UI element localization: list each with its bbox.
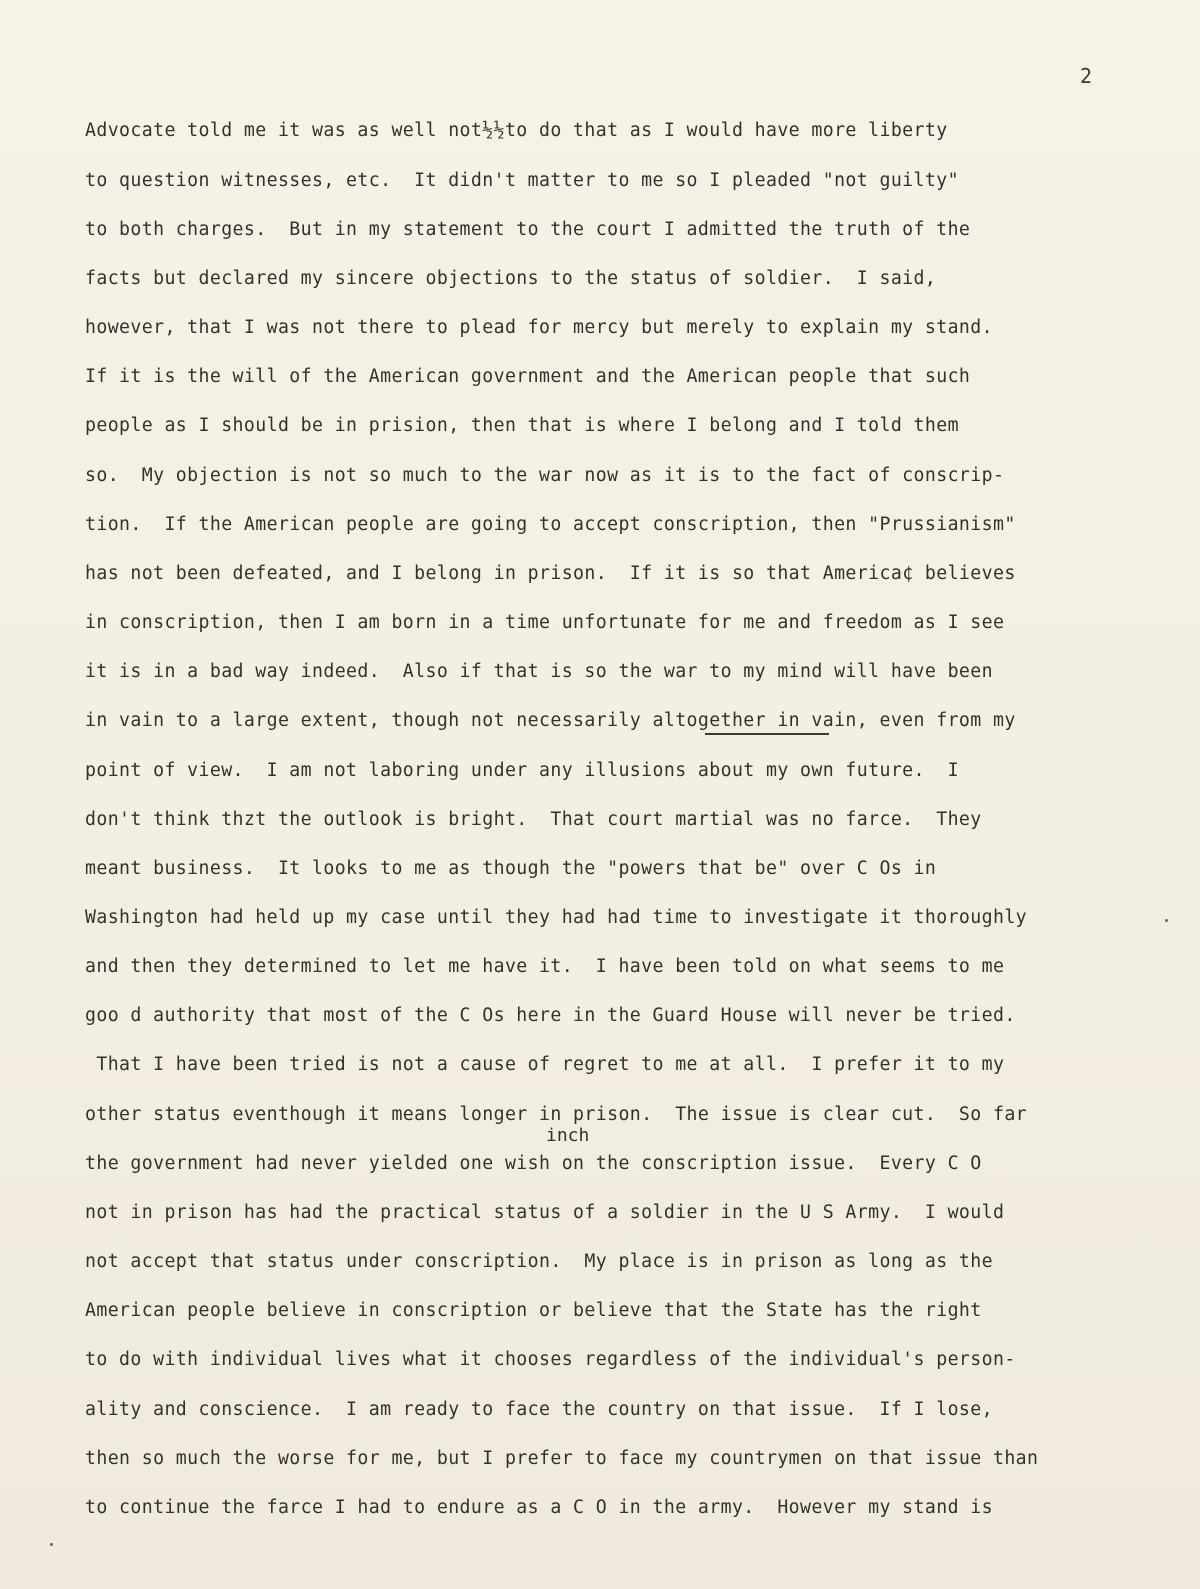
text-line: then so much the worse for me, but I prefer to face my countrymen on that issue than bbox=[85, 1448, 1039, 1469]
text-line: in vain to a large extent, though not necessarily altogether in vain, even from my bbox=[85, 710, 1016, 731]
text-line: not in prison has had the practical status of a soldier in the U S Army. I would bbox=[85, 1202, 1005, 1223]
underline-altogether bbox=[705, 733, 829, 735]
text-line: to continue the farce I had to endure as a C O in the army. However my stand is bbox=[85, 1497, 993, 1518]
text-line: and then they determined to let me have it. I have been told on what seems to me bbox=[85, 956, 1005, 977]
text-line: not accept that status under conscription. My place is in prison as long as the bbox=[85, 1251, 993, 1272]
text-line: American people believe in conscription or believe that the State has the right bbox=[85, 1300, 982, 1321]
text-line: the government had never yielded one wish on the conscription issue. Every C O bbox=[85, 1153, 982, 1174]
page-number: 2 bbox=[1080, 64, 1093, 88]
text-line: If it is the will of the American government and the American people that such bbox=[85, 366, 971, 387]
text-line: so. My objection is not so much to the war now as it is to the fact of conscrip- bbox=[85, 465, 1005, 486]
text-line: other status eventhough it means longer in prison. The issue is clear cut. So far bbox=[85, 1104, 1028, 1125]
interlinear-correction: inch bbox=[546, 1125, 590, 1146]
text-line: has not been defeated, and I belong in prison. If it is so that America¢ believes bbox=[85, 563, 1016, 584]
text-line: meant business. It looks to me as though the "powers that be" over C Os in bbox=[85, 858, 937, 879]
text-line: to do with individual lives what it chooses regardless of the individual's person- bbox=[85, 1349, 1016, 1370]
text-line: facts but declared my sincere objections to the status of soldier. I said, bbox=[85, 268, 937, 289]
text-line: however, that I was not there to plead for mercy but merely to explain my stand. bbox=[85, 317, 993, 338]
text-line: ality and conscience. I am ready to face the country on that issue. If I lose, bbox=[85, 1399, 993, 1420]
text-line: to question witnesses, etc. It didn't matter to me so I pleaded "not guilty" bbox=[85, 170, 959, 191]
text-line: don't think thzt the outlook is bright. That court martial was no farce. They bbox=[85, 809, 982, 830]
text-line: people as I should be in prision, then that is where I belong and I told them bbox=[85, 415, 959, 436]
text-line: That I have been tried is not a cause of regret to me at all. I prefer it to my bbox=[85, 1054, 1005, 1075]
text-line: in conscription, then I am born in a time unfortunate for me and freedom as I see bbox=[85, 612, 1005, 633]
text-line: point of view. I am not laboring under any illusions about my own future. I bbox=[85, 760, 959, 781]
text-line: goo d authority that most of the C Os here in the Guard House will never be tried. bbox=[85, 1005, 1016, 1026]
paper-speck bbox=[50, 1543, 53, 1546]
paper-speck bbox=[1165, 919, 1168, 922]
text-line: Washington had held up my case until they had had time to investigate it thoroughly bbox=[85, 907, 1028, 928]
text-line: it is in a bad way indeed. Also if that is so the war to my mind will have been bbox=[85, 661, 993, 682]
text-line: tion. If the American people are going to accept conscription, then "Prussianism" bbox=[85, 514, 1016, 535]
text-line: Advocate told me it was as well not½½to do that as I would have more liberty bbox=[85, 120, 948, 141]
text-line: to both charges. But in my statement to the court I admitted the truth of the bbox=[85, 219, 971, 240]
